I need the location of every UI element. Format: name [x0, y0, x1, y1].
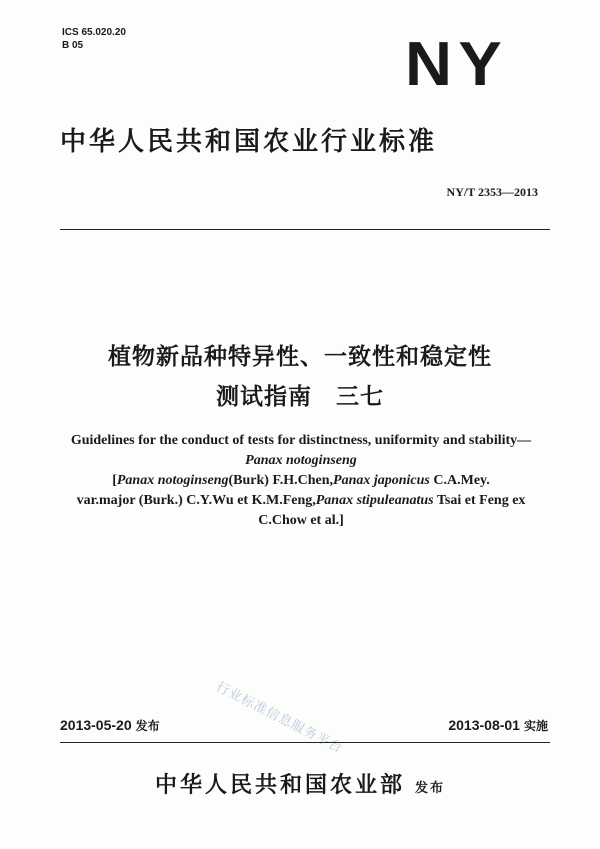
classification-block: [62, 26, 126, 52]
ics-code: ICS 65.020.20: [62, 27, 126, 38]
publisher: [0, 768, 600, 799]
publisher-name: 中华人民共和国农业部: [154, 773, 405, 798]
species-name-1: Panax notoginseng: [116, 473, 229, 488]
title-cn-line1: 植物新品种特异性、一致性和稳定性: [108, 344, 492, 370]
ny-logo: NY: [405, 30, 509, 99]
issue-date: [60, 717, 160, 734]
issue-date-value: 2013-05-20: [60, 717, 132, 733]
author-1: (Burk) F.H.Chen,: [228, 473, 334, 488]
title-en-line1: Guidelines for the conduct of tests for distinctness, uniformity and stability—: [70, 433, 532, 448]
species-name-2: Panax japonicus: [333, 473, 430, 488]
author-2: C.A.Mey.: [429, 473, 490, 488]
title-en: [56, 431, 546, 531]
title-en-species: Panax notoginseng: [245, 453, 357, 468]
implement-date: [448, 717, 548, 734]
author-3: Tsai et Feng ex: [433, 493, 526, 508]
standard-body-title: 中华人民共和国农业行业标准: [60, 127, 438, 157]
implement-date-value: 2013-08-01: [448, 717, 520, 733]
title-cn-line2: 测试指南 三七: [216, 384, 384, 410]
bracket-open: [: [112, 473, 117, 488]
title-en-line3: [56, 471, 546, 491]
title-en-line4: [56, 491, 546, 511]
standard-number: NY/T 2353—2013: [446, 185, 538, 199]
implement-date-label: 实施: [523, 719, 548, 733]
species-name-3: Panax stipuleanatus: [315, 493, 434, 508]
footer-divider: [60, 742, 550, 743]
publisher-action: 发布: [415, 781, 446, 796]
issue-date-label: 发布: [135, 719, 160, 733]
title-en-line2: [56, 451, 546, 471]
variety-author: var.major (Burk.) C.Y.Wu et K.M.Feng,: [76, 493, 316, 508]
watermark-text: 行业标准信息服务平台: [213, 679, 345, 757]
title-en-line5: C.Chow et al.]: [258, 513, 344, 528]
header-divider: [60, 229, 550, 230]
class-code: B 05: [62, 40, 84, 51]
